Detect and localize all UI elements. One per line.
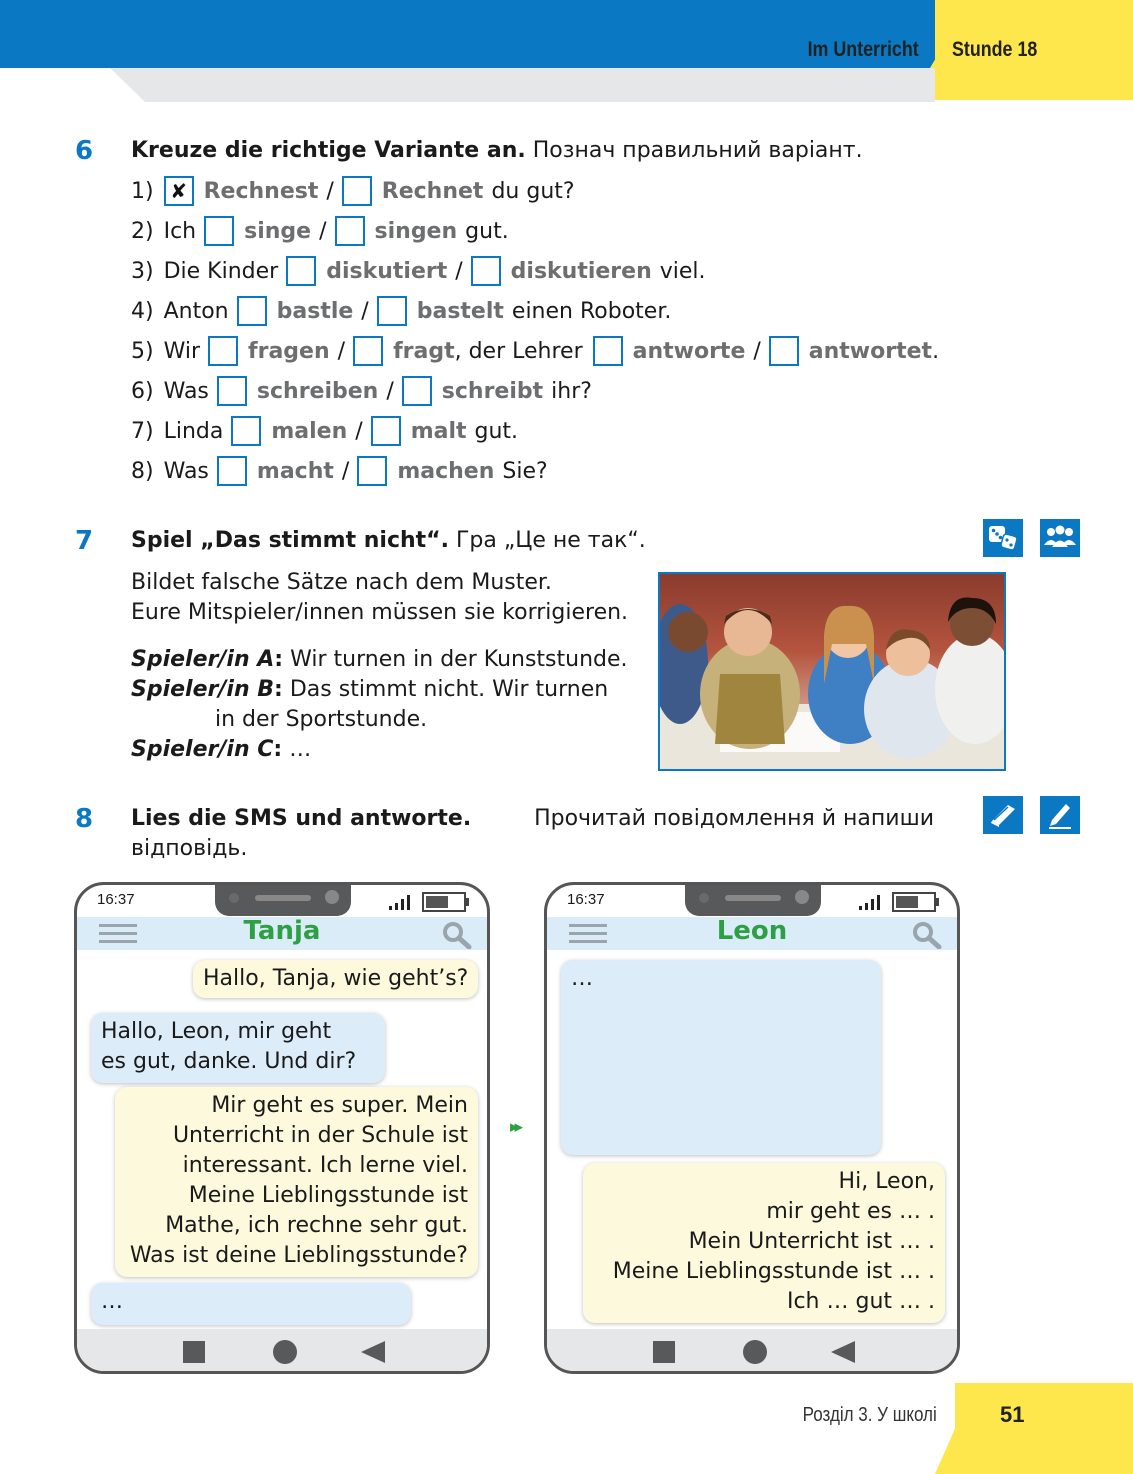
exercise-list bbox=[131, 173, 939, 489]
exercise-item: 6) Was schreiben / schreibt ihr? bbox=[131, 373, 939, 409]
task-title-de: Spiel „Das stimmt nicht“. bbox=[131, 528, 449, 553]
task-title bbox=[131, 138, 863, 163]
arrow-icon: ▸▸ bbox=[510, 1117, 520, 1137]
footer-page-tab bbox=[955, 1383, 1133, 1474]
contact-name: Leon bbox=[716, 916, 788, 946]
group-icon bbox=[1040, 519, 1080, 557]
checkbox[interactable] bbox=[593, 336, 623, 366]
checkbox[interactable] bbox=[237, 296, 267, 326]
book-icon bbox=[983, 796, 1023, 834]
chapter-label: Розділ 3. У школі bbox=[802, 1404, 937, 1426]
message-reply: Hi, Leon, mir geht es … . Mein Unterricht ist … . Meine Lieblingsstunde ist … . Ich … gut … . bbox=[583, 1163, 945, 1323]
header-shadow-strip bbox=[110, 68, 935, 102]
message-incoming: Mir geht es super. Mein Unterricht in der Schule ist interessant. Ich lerne viel. Meine Lieblingsstunde ist Mathe, ich rechne sehr gut. Was ist deine Lieblingsstunde? bbox=[115, 1087, 478, 1277]
exercise-item: 8) Was macht / machen Sie? bbox=[131, 453, 939, 489]
checkbox-checked[interactable]: ✘ bbox=[164, 176, 194, 206]
battery-icon bbox=[892, 892, 940, 916]
exercise-item: 5) Wir fragen / fragt , der Lehrer antworte / antwortet . bbox=[131, 333, 939, 369]
status-time: 16:37 bbox=[97, 891, 135, 908]
task-number: 6 bbox=[75, 136, 94, 166]
battery-icon bbox=[422, 892, 470, 916]
checkbox[interactable] bbox=[769, 336, 799, 366]
checkbox[interactable] bbox=[217, 456, 247, 486]
back-icon[interactable] bbox=[831, 1341, 855, 1367]
back-icon[interactable] bbox=[361, 1341, 385, 1367]
section-title: Im Unterricht bbox=[807, 38, 919, 61]
search-icon[interactable] bbox=[442, 921, 472, 953]
task-title bbox=[131, 528, 646, 553]
pencil-icon bbox=[1040, 796, 1080, 834]
exercise-item: 4) Anton bastle / bastelt einen Roboter. bbox=[131, 293, 939, 329]
dialogue-line: in der Sportstunde. bbox=[215, 707, 428, 732]
task-number: 7 bbox=[75, 526, 94, 556]
signal-icon bbox=[857, 893, 883, 915]
task-title-uk-cont: відповідь. bbox=[131, 836, 248, 861]
nav-bar bbox=[77, 1329, 487, 1374]
lesson-label: Stunde 18 bbox=[952, 38, 1038, 61]
checkbox[interactable] bbox=[204, 216, 234, 246]
dialogue-line: Spieler/in C: … bbox=[131, 737, 312, 762]
task-title-uk: Гра „Це не так“. bbox=[456, 528, 646, 553]
status-time: 16:37 bbox=[567, 891, 605, 908]
page-number: 51 bbox=[1000, 1402, 1025, 1427]
nav-bar bbox=[547, 1329, 957, 1374]
exercise-item: 3) Die Kinder diskutiert / diskutieren viel. bbox=[131, 253, 939, 289]
checkbox[interactable] bbox=[231, 416, 261, 446]
search-icon[interactable] bbox=[912, 921, 942, 953]
phone-leon bbox=[544, 882, 960, 1374]
exercise-item: 7) Linda malen / malt gut. bbox=[131, 413, 939, 449]
recent-apps-icon[interactable] bbox=[653, 1341, 675, 1363]
checkbox[interactable] bbox=[286, 256, 316, 286]
instruction-line: Bildet falsche Sätze nach dem Muster. bbox=[131, 570, 552, 595]
home-icon[interactable] bbox=[743, 1340, 767, 1364]
message-outgoing: … bbox=[561, 960, 881, 1155]
dice-icon bbox=[983, 519, 1023, 557]
checkbox[interactable] bbox=[217, 376, 247, 406]
message-outgoing: … bbox=[91, 1283, 411, 1325]
exercise-item: 1) ✘ Rechnest / Rechnet du gut? bbox=[131, 173, 939, 209]
checkbox[interactable] bbox=[471, 256, 501, 286]
phone-notch bbox=[215, 882, 351, 916]
checkbox[interactable] bbox=[342, 176, 372, 206]
task-title-de: Lies die SMS und antworte. bbox=[131, 806, 472, 831]
instruction-line: Eure Mitspieler/innen müssen sie korrigieren. bbox=[131, 600, 629, 625]
task-title bbox=[131, 806, 934, 831]
checkbox[interactable] bbox=[357, 456, 387, 486]
checkbox[interactable] bbox=[377, 296, 407, 326]
dialogue-line: Spieler/in A: Wir turnen in der Kunststunde. bbox=[131, 647, 628, 672]
checkbox[interactable] bbox=[371, 416, 401, 446]
phone-tanja bbox=[74, 882, 490, 1374]
checkbox[interactable] bbox=[208, 336, 238, 366]
students-photo bbox=[658, 572, 1006, 771]
message-outgoing: Hallo, Leon, mir geht es gut, danke. Und dir? bbox=[91, 1013, 385, 1083]
task-title-uk: Познач правильний варіант. bbox=[532, 138, 863, 163]
task-title-de: Kreuze die richtige Variante an. bbox=[131, 138, 526, 163]
checkbox[interactable] bbox=[353, 336, 383, 366]
task-number: 8 bbox=[75, 804, 94, 834]
home-icon[interactable] bbox=[273, 1340, 297, 1364]
phone-notch bbox=[685, 882, 821, 916]
message-incoming: Hallo, Tanja, wie geht’s? bbox=[193, 960, 478, 998]
dialogue-line: Spieler/in B: Das stimmt nicht. Wir turnen bbox=[131, 677, 609, 702]
exercise-item: 2) Ich singe / singen gut. bbox=[131, 213, 939, 249]
contact-name: Tanja bbox=[243, 916, 321, 946]
recent-apps-icon[interactable] bbox=[183, 1341, 205, 1363]
checkbox[interactable] bbox=[335, 216, 365, 246]
task-title-uk: Прочитай повідомлення й напиши bbox=[534, 806, 934, 831]
checkbox[interactable] bbox=[402, 376, 432, 406]
signal-icon bbox=[387, 893, 413, 915]
